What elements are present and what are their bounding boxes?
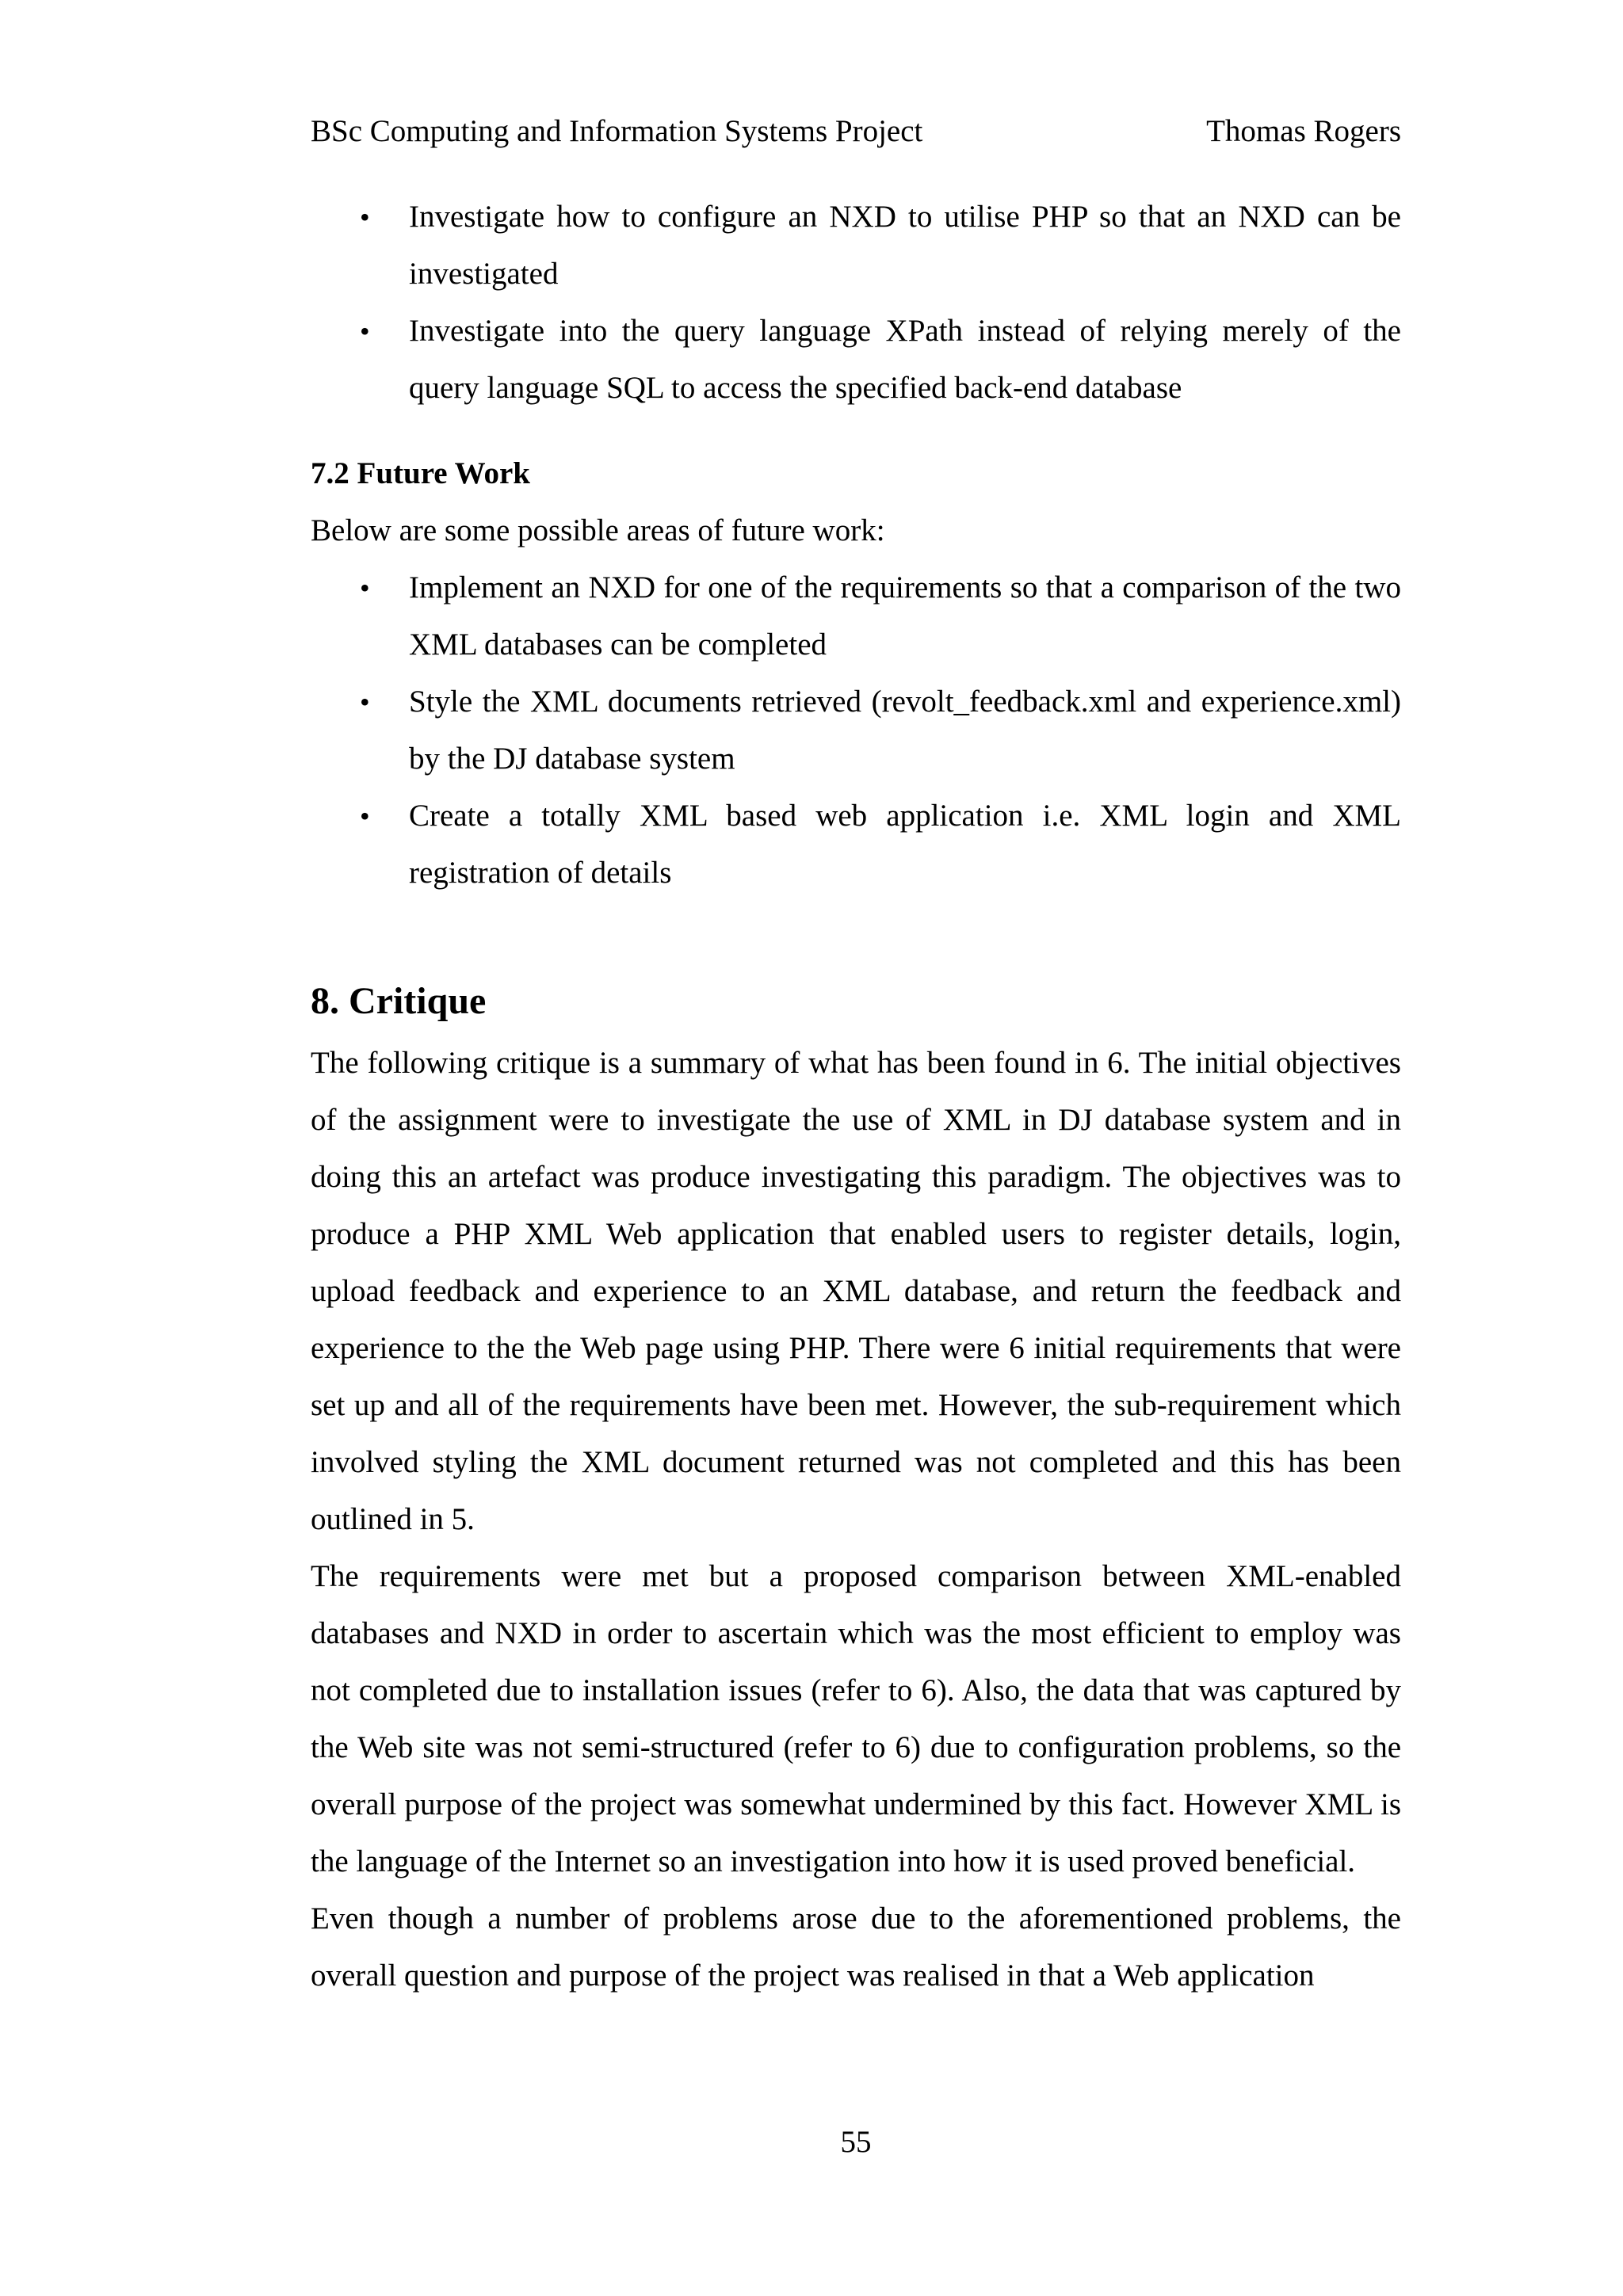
list-item: • Investigate how to configure an NXD to utilise PHP so that an NXD can be investigated <box>311 189 1401 303</box>
list-item: • Style the XML documents retrieved (revolt_feedback.xml and experience.xml) by the DJ database system <box>311 673 1401 788</box>
list-item: • Investigate into the query language XPath instead of relying merely of the query language SQL to access the specified back-end database <box>311 303 1401 417</box>
header-project-title: BSc Computing and Information Systems Project <box>311 114 923 148</box>
list-item: • Create a totally XML based web application i.e. XML login and XML registration of details <box>311 788 1401 902</box>
critique-section <box>311 1035 1401 2004</box>
section-heading-future-work: 7.2 Future Work <box>311 456 530 490</box>
list-item: • Implement an NXD for one of the requirements so that a comparison of the two XML databases can be completed <box>311 559 1401 673</box>
header-author: Thomas Rogers <box>1206 114 1401 148</box>
critique-paragraph: Even though a number of problems arose due to the aforementioned problems, the overall question and purpose of the project was realised in that a Web application <box>311 1901 1401 1993</box>
page-number: 55 <box>840 2125 872 2159</box>
document-page <box>311 0 1401 2296</box>
critique-paragraph: The requirements were met but a proposed comparison between XML-enabled databases and NXD in order to ascertain which was the most efficient to employ was not completed due to installation issues (refer to 6). Also, the data that was captured by the Web site was not semi-structured (refer to 6) due to configuration problems, so the overall purpose of the project was somewhat undermined by this fact. However XML is the language of the Internet so an investigation into how it is used proved beneficial. <box>311 1559 1401 1878</box>
future-work-section <box>311 502 1401 902</box>
critique-paragraph: The following critique is a summary of what has been found in 6. The initial objectives of the assignment were to investigate the use of XML in DJ database system and in doing this an artefact was produce investigating this paradigm. The objectives was to produce a PHP XML Web application that enabled users to register details, login, upload feedback and experience to an XML database, and return the feedback and experience to the the Web page using PHP. There were 6 initial requirements that were set up and all of the requirements have been met. However, the sub-requirement which involved styling the XML document returned was not completed and this has been outlined in 5. <box>311 1046 1401 1536</box>
section-heading-critique: 8. Critique <box>311 980 487 1022</box>
top-bullet-list <box>311 189 1401 417</box>
future-work-intro: Below are some possible areas of future work: <box>311 513 885 547</box>
page-header <box>311 109 1401 154</box>
